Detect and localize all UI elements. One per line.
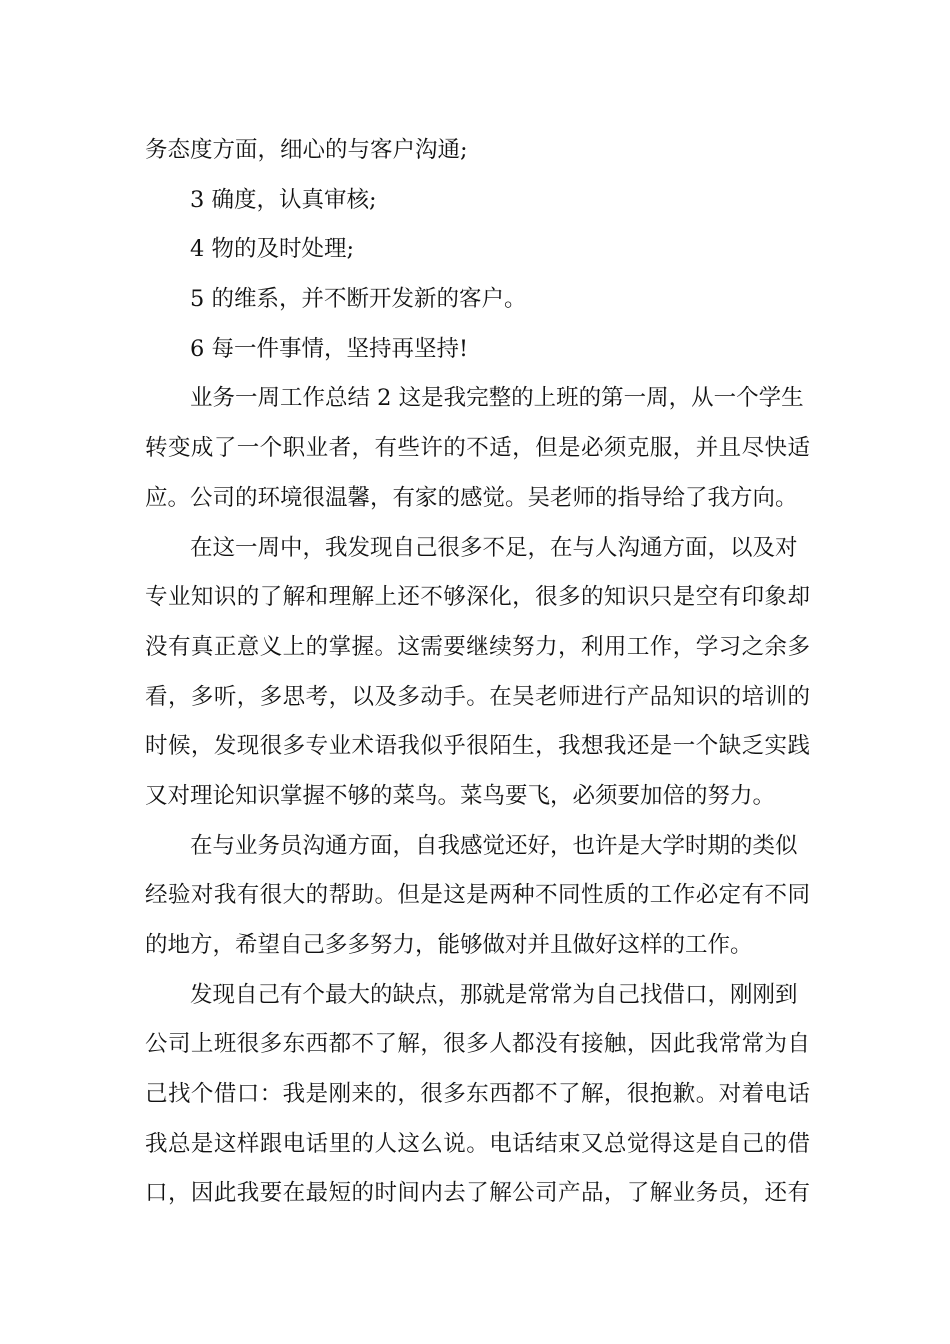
text-line: 转变成了一个职业者，有些许的不适，但是必须克服，并且尽快适 bbox=[145, 435, 810, 462]
list-item: 5 的维系，并不断开发新的客户。 bbox=[190, 286, 527, 313]
text-line: 务态度方面，细心的与客户沟通; bbox=[145, 137, 468, 163]
text-line: 公司上班很多东西都不了解，很多人都没有接触，因此我常常为自 bbox=[145, 1031, 810, 1058]
text-line: 我总是这样跟电话里的人这么说。电话结束又总觉得这是自己的借 bbox=[145, 1130, 810, 1157]
text-line: 的地方，希望自己多多努力，能够做对并且做好这样的工作。 bbox=[145, 932, 753, 958]
paragraph-first-line: 在与业务员沟通方面，自我感觉还好，也许是大学时期的类似 bbox=[190, 832, 798, 859]
text-line: 时候，发现很多专业术语我似乎很陌生，我想我还是一个缺乏实践 bbox=[145, 733, 810, 760]
document-body bbox=[145, 126, 810, 1219]
text-line: 口，因此我要在最短的时间内去了解公司产品，了解业务员，还有 bbox=[145, 1180, 810, 1207]
text-line: 专业知识的了解和理解上还不够深化，很多的知识只是空有印象却 bbox=[145, 584, 810, 611]
text-line: 己找个借口：我是刚来的，很多东西都不了解，很抱歉。对着电话 bbox=[145, 1081, 810, 1108]
text-line: 没有真正意义上的掌握。这需要继续努力，利用工作，学习之余多 bbox=[145, 633, 810, 660]
text-line: 看，多听，多思考，以及多动手。在吴老师进行产品知识的培训的 bbox=[145, 683, 810, 710]
text-line: 又对理论知识掌握不够的菜鸟。菜鸟要飞，必须要加倍的努力。 bbox=[145, 782, 776, 809]
paragraph-first-line: 发现自己有个最大的缺点，那就是常常为自己找借口，刚刚到 bbox=[190, 981, 798, 1008]
text-line: 应。公司的环境很温馨，有家的感觉。吴老师的指导给了我方向。 bbox=[145, 484, 798, 511]
paragraph-first-line: 业务一周工作总结 2 这是我完整的上班的第一周，从一个学生 bbox=[190, 385, 804, 412]
text-line: 经验对我有很大的帮助。但是这是两种不同性质的工作必定有不同 bbox=[145, 882, 810, 909]
list-item: 4 物的及时处理; bbox=[190, 236, 355, 263]
list-item: 6 每一件事情，坚持再坚持! bbox=[190, 335, 469, 362]
list-item: 3 确度，认真审核; bbox=[190, 186, 377, 213]
paragraph-first-line: 在这一周中，我发现自己很多不足，在与人沟通方面，以及对 bbox=[190, 534, 798, 561]
